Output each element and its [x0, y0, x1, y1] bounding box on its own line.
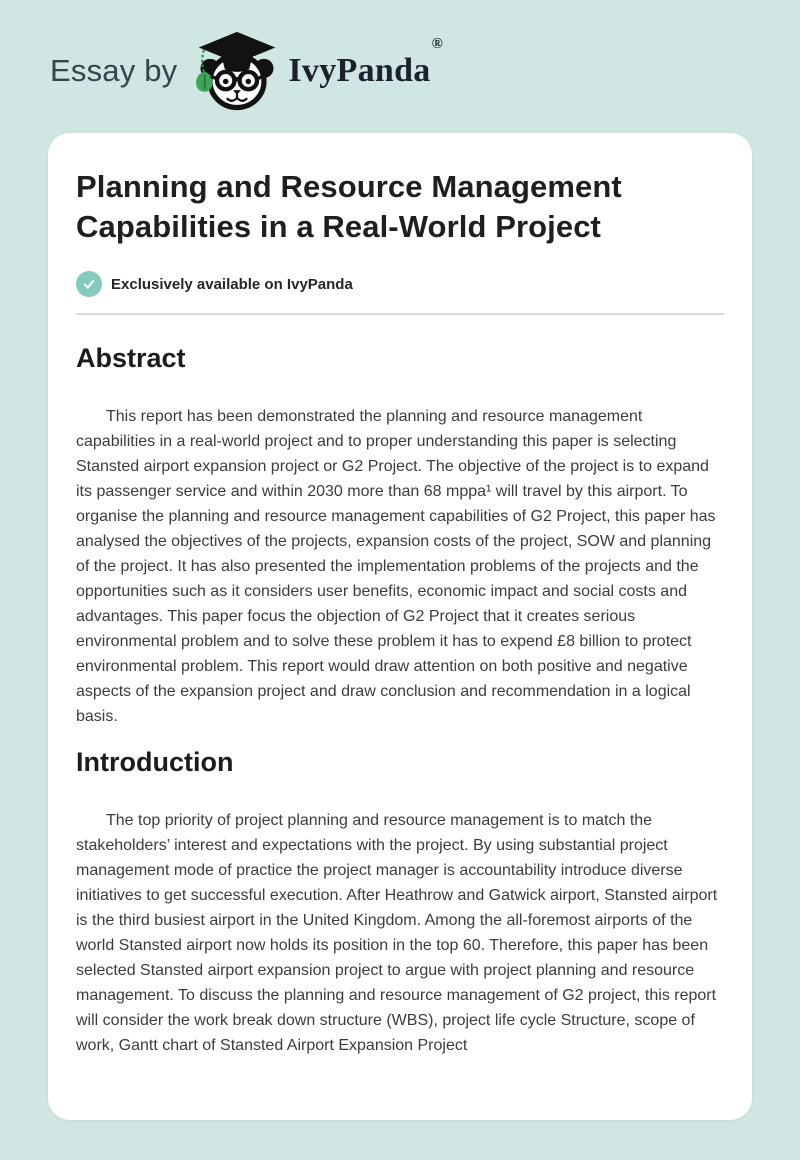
availability-badge-label: Exclusively available on IvyPanda — [111, 275, 353, 293]
essay-by-label: Essay by — [50, 53, 178, 88]
availability-badge — [76, 271, 724, 297]
registered-trademark-symbol: ® — [431, 36, 443, 52]
section-introduction — [76, 747, 724, 1058]
check-icon — [76, 271, 102, 297]
introduction-paragraph: The top priority of project planning and resource management is to match the stakeholders’ interest and expectations with the project. By using substantial project management mode of practice the project manager is accountability introduce diverse initiatives to get successful execution. After Heathrow and Gatwick airport, Stansted airport is the third busiest airport in the United Kingdom. Among the all-foremost airports of the world Stansted airport now holds its position in the top 60. Therefore, this paper has been selected Stansted airport expansion project to argue with project planning and resource management. To discuss the planning and resource management of G2 project, this report will consider the work break down structure (WBS), project life cycle Structure, scope of work, Gantt chart of Stansted Airport Expansion Project — [76, 812, 718, 1054]
introduction-heading: Introduction — [76, 747, 234, 777]
abstract-paragraph: This report has been demonstrated the planning and resource management capabilities in a real-world project and to proper understanding this paper is selecting Stansted airport expansion project or G2 Project. The objective of the project is to expand its passenger service and within 2030 more than 68 mppa¹ will travel by this airport. To organise the planning and resource management capabilities of G2 Project, this paper has analysed the objectives of the projects, expansion costs of the project, SOW and planning of the project. It has also presented the implementation problems of the projects and the opportunities such as it considers user benefits, economic impact and social costs and advantages. This paper focus the objection of G2 Project that it creates serious environmental problem and to solve these problem it has to expend £8 billion to protect environmental problem. This report would draw attention on both positive and negative aspects of the expansion project and draw conclusion and recommendation in a logical basis. — [76, 408, 716, 725]
site-header — [0, 0, 800, 112]
ivypanda-brand-link[interactable] — [193, 31, 442, 111]
essay-card — [48, 133, 752, 1120]
abstract-heading: Abstract — [76, 343, 186, 373]
brand-wordmark: IvyPanda — [288, 52, 431, 89]
ivypanda-panda-graduate-logo-icon — [193, 31, 281, 111]
divider — [76, 313, 724, 315]
essay-title: Planning and Resource Management Capabilities in a Real-World Project — [76, 169, 622, 244]
section-abstract — [76, 343, 724, 729]
